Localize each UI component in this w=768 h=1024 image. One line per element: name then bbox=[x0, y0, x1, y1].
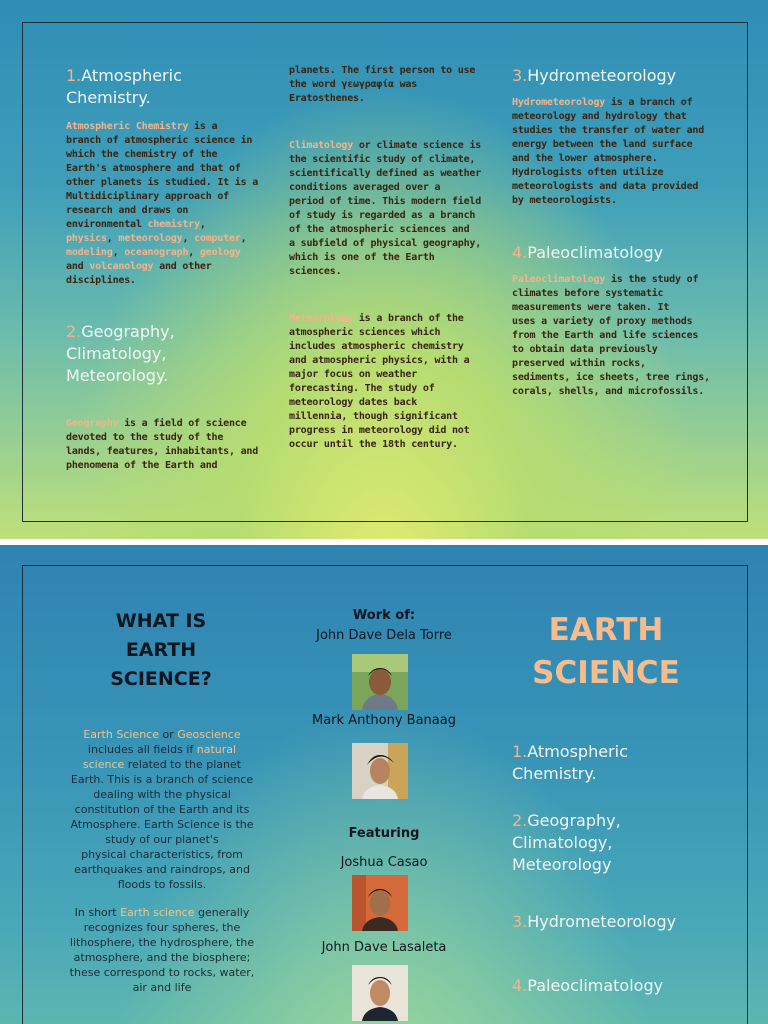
climatology-paragraph: Climatology or climate science is the scientific study of climate, scientifically defined as weather conditions averaged over a period of time. This modern field of study is regarded as a branch of the atmospheric sciences and a subfield of physical geography, which is one of the Earth sciences. bbox=[289, 140, 482, 277]
four-spheres-paragraph: In short Earth science generally recognizes four spheres, the lithosphere, the hydrosphere, the atmosphere, and the biosphere; these correspond to rocks, water, air and life bbox=[69, 906, 255, 994]
table-of-contents-item-1: 1.Atmospheric Chemistry. bbox=[512, 742, 628, 783]
earth-science-definition-paragraph: Earth Science or Geoscience includes all fields if natural science related to the planet Earth. This is a branch of science dealing with the physical constitution of the Earth and its Atmosphere. Earth Science is the study of our planet's physical characteristics, from earthquakes and raindrops, and floods to fossils. bbox=[70, 728, 254, 891]
table-of-contents-item-2: 2.Geography, Climatology, Meteorology bbox=[512, 811, 621, 874]
author-2-photo bbox=[352, 743, 408, 799]
featuring-label: Featuring bbox=[348, 826, 420, 841]
author-1-photo bbox=[352, 654, 408, 710]
author-name-1: John Dave Dela Torre bbox=[316, 628, 452, 643]
featured-2-photo bbox=[352, 965, 408, 1021]
atmospheric-chemistry-paragraph: Atmospheric Chemistry is a branch of atmospheric science in which the chemistry of the Earth's atmosphere and that of other planets is studied. It is a Multidiciplinary approach of research and draws on environmental chemistry, physics, meteorology, computer, modeling, oceanograph, geology and volcanology and other disciplines. bbox=[66, 121, 259, 286]
paleoclimatology-paragraph: Paleoclimatology is the study of climates before systematic measurements were taken. It uses a variety of proxy methods from the Earth and life sciences to obtain data previously preserved within rocks, sediments, ice sheets, tree rings, corals, shells, and microfossils. bbox=[512, 274, 710, 397]
geography-continued-paragraph: planets. The first person to use the word γεωγραφία was Eratosthenes. bbox=[289, 65, 476, 104]
section-heading-atmospheric-chemistry: 1.Atmospheric Chemistry. bbox=[66, 66, 182, 107]
section-heading-geography: 2.Geography, Climatology, Meteorology. bbox=[66, 322, 175, 385]
section-heading-hydrometeorology: 3.Hydrometeorology bbox=[512, 66, 677, 85]
brochure-cover-page bbox=[0, 545, 768, 1024]
what-is-earth-science-title: WHAT IS EARTH SCIENCE? bbox=[110, 610, 212, 690]
featured-name-1: Joshua Casao bbox=[340, 855, 428, 870]
author-name-2: Mark Anthony Banaag bbox=[312, 713, 456, 728]
featured-1-photo bbox=[352, 875, 408, 931]
section-heading-paleoclimatology: 4.Paleoclimatology bbox=[512, 243, 664, 262]
table-of-contents-item-3: 3.Hydrometeorology bbox=[512, 912, 677, 931]
geography-paragraph: Geography is a field of science devoted to the study of the lands, features, inhabitants, and phenomena of the Earth and bbox=[66, 418, 259, 471]
table-of-contents-item-4: 4.Paleoclimatology bbox=[512, 976, 664, 995]
featured-name-2: John Dave Lasaleta bbox=[321, 940, 447, 955]
meteorology-paragraph: Meteorology is a branch of the atmospheric sciences which includes atmospheric chemistry and atmospheric physics, with a major focus on weather forecasting. The study of meteorology dates back millennia, though significant progress in meteorology did not occur until the 18th century. bbox=[289, 313, 470, 450]
work-of-label: Work of: bbox=[352, 608, 416, 623]
earth-science-cover-title: EARTH SCIENCE bbox=[532, 612, 680, 691]
hydrometeorology-paragraph: Hydrometeorology is a branch of meteorology and hydrology that studies the transfer of water and energy between the land surface and the lower atmosphere. Hydrologists often utilize meteorologists and data provided by meteorologists. bbox=[512, 97, 705, 206]
